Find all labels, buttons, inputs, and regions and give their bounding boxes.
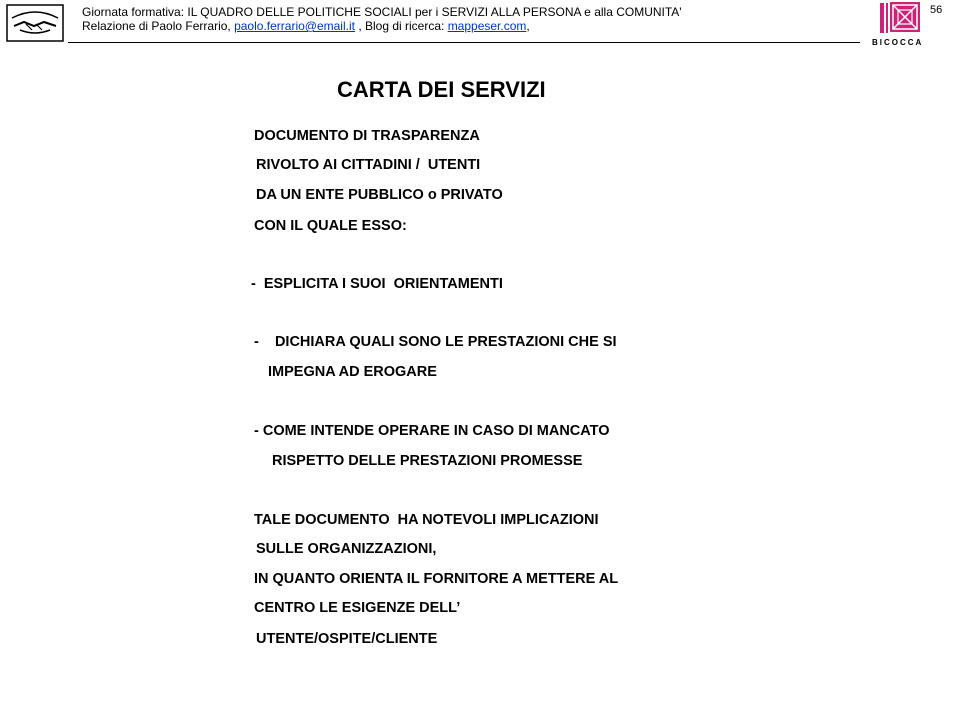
header-text [82, 5, 682, 33]
handshake-logo [6, 4, 64, 42]
body-line: TALE DOCUMENTO HA NOTEVOLI IMPLICAZIONI [254, 512, 599, 528]
header-divider [68, 42, 860, 43]
speaker-label: Relazione di Paolo Ferrario, [82, 19, 235, 33]
body-line: - DICHIARA QUALI SONO LE PRESTAZIONI CHE SI [254, 334, 617, 350]
header-speaker-line [82, 19, 682, 33]
blog-link[interactable]: mappeser.com [447, 19, 527, 33]
body-line: IMPEGNA AD EROGARE [268, 364, 437, 380]
body-line: CON IL QUALE ESSO: [254, 218, 407, 234]
blog-label: , Blog di ricerca: [354, 19, 448, 33]
body-line: SULLE ORGANIZZAZIONI, [256, 541, 437, 557]
body-line: IN QUANTO ORIENTA IL FORNITORE A METTERE AL [254, 571, 619, 587]
body-line: DOCUMENTO DI TRASPARENZA [254, 128, 480, 144]
header-course-title: Giornata formativa: IL QUADRO DELLE POLITICHE SOCIALI per i SERVIZI ALLA PERSONA e alla COMUNITA' [82, 5, 682, 19]
body-line: CENTRO LE ESIGENZE DELL’ [254, 600, 461, 616]
email-link[interactable]: paolo.ferrario@email.it [234, 19, 355, 33]
body-line: RISPETTO DELLE PRESTAZIONI PROMESSE [272, 453, 583, 469]
university-name: BICOCCA [872, 38, 924, 47]
body-line: DA UN ENTE PUBBLICO o PRIVATO [256, 187, 503, 203]
page-title: CARTA DEI SERVIZI [337, 77, 546, 102]
page-number: 56 [930, 4, 943, 16]
line-end: , [526, 19, 530, 33]
body-line: - ESPLICITA I SUOI ORIENTAMENTI [251, 276, 503, 292]
body-line: RIVOLTO AI CITTADINI / UTENTI [256, 157, 481, 173]
body-line: - COME INTENDE OPERARE IN CASO DI MANCATO [254, 423, 610, 439]
body-line: UTENTE/OSPITE/CLIENTE [256, 631, 438, 647]
